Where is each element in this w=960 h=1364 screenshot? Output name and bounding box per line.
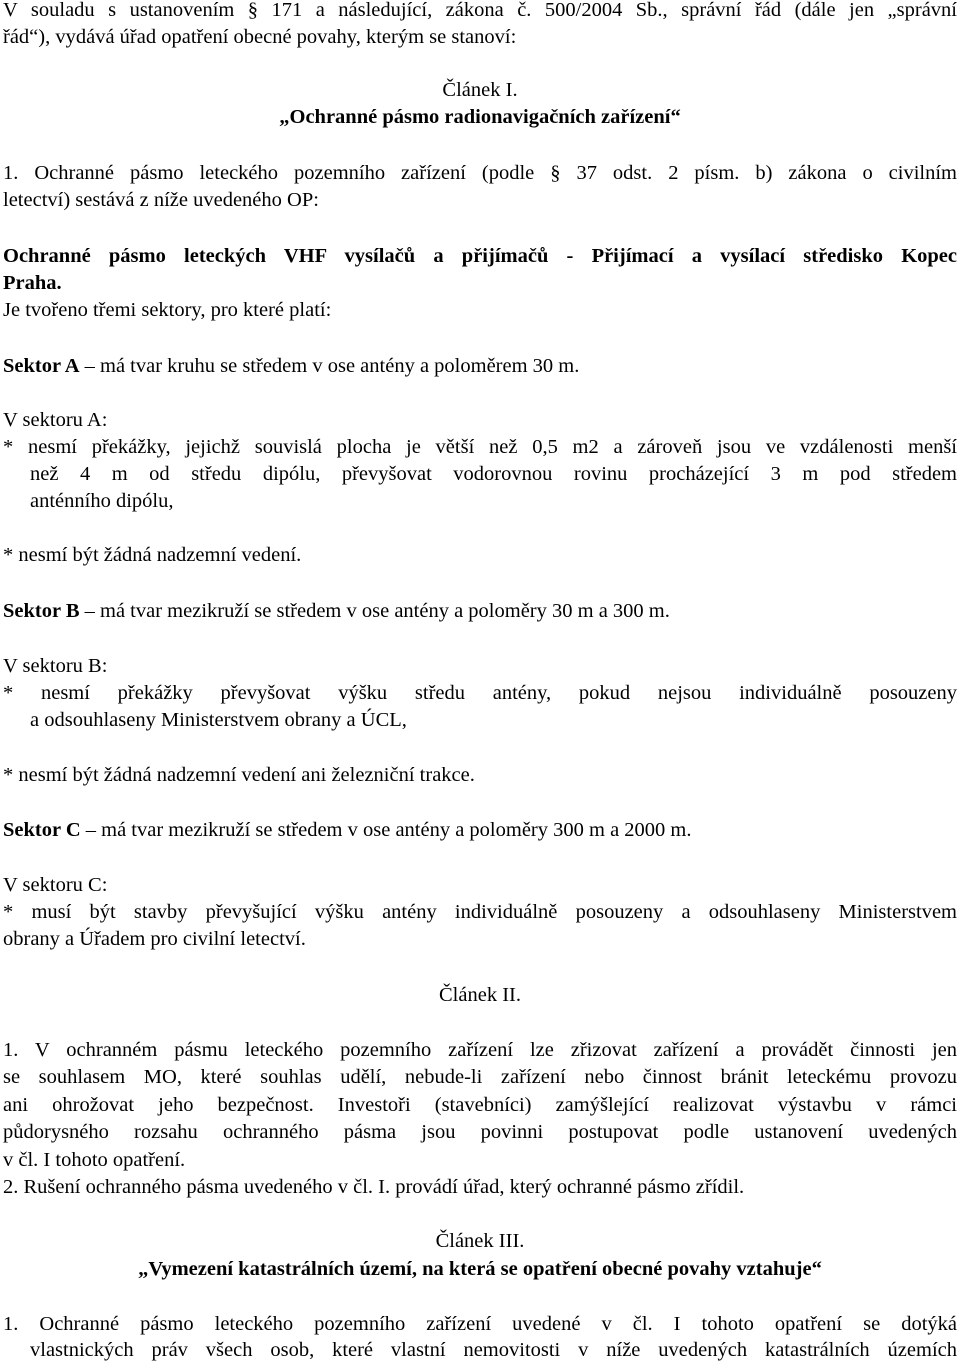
sector-a-heading: V sektoru A: bbox=[3, 409, 108, 431]
sector-c-text: má tvar mezikruží se středem v ose antény a poloměry 300 m a 2000 m. bbox=[96, 819, 692, 841]
article-2-paragraph-1-line-1: 1. V ochranném pásmu leteckého pozemního zařízení lze zřizovat zařízení a provádět činnosti jen bbox=[3, 1039, 957, 1061]
sector-b-rule-2: * nesmí být žádná nadzemní vedení ani železniční trakce. bbox=[3, 764, 475, 786]
sector-a-rule-1-line-3: anténního dipólu, bbox=[30, 490, 174, 512]
sector-b-text: má tvar mezikruží se středem v ose antény a poloměry 30 m a 300 m. bbox=[94, 600, 670, 622]
article-2-paragraph-1-line-4: půdorysného rozsahu ochranného pásma jsou povinni postupovat podle ustanovení uvedených bbox=[3, 1121, 957, 1143]
paragraph-1-line-2: letectví) sestává z níže uvedeného OP: bbox=[3, 189, 319, 211]
sector-a-definition bbox=[3, 353, 579, 380]
sector-a-rule-1-line-1: * nesmí překážky, jejichž souvislá plocha je větší než 0,5 m2 a zároveň jsou ve vzdálenosti menší bbox=[3, 436, 957, 458]
sector-c-dash: – bbox=[80, 819, 97, 841]
article-2-paragraph-1-line-2: se souhlasem MO, které souhlas udělí, nebude-li zařízení nebo činnost bránit leteckému provozu bbox=[3, 1066, 957, 1088]
sector-b-rule-1-line-1: * nesmí překážky převyšovat výšku středu antény, pokud nejsou individuálně posouzeny bbox=[3, 682, 957, 704]
protection-zone-title-line-2: Praha. bbox=[3, 272, 62, 294]
sector-c-label: Sektor C bbox=[3, 819, 81, 841]
sector-c-rule-1-line-1: * musí být stavby převyšující výšku antény individuálně posouzeny a odsouhlaseny Ministerstvem bbox=[3, 901, 957, 923]
article-2-heading: Článek II. bbox=[439, 984, 521, 1006]
sector-a-rule-1-line-2: než 4 m od středu dipólu, převyšovat vodorovnou rovinu procházející 3 m pod středem bbox=[30, 463, 957, 485]
sector-c-heading: V sektoru C: bbox=[3, 874, 108, 896]
article-3-heading: Článek III. bbox=[435, 1230, 525, 1252]
sector-c-definition bbox=[3, 817, 692, 844]
article-3-title: „Vymezení katastrálních území, na která se opatření obecné povahy vztahuje“ bbox=[138, 1258, 822, 1280]
sectors-intro: Je tvořeno třemi sektory, pro které platí: bbox=[3, 299, 332, 321]
sector-a-dash: – bbox=[79, 355, 95, 377]
intro-line-1: V souladu s ustanovením § 171 a následující, zákona č. 500/2004 Sb., správní řád (dále jen „správní bbox=[3, 0, 957, 21]
article-2-paragraph-2: 2. Rušení ochranného pásma uvedeného v čl. I. provádí úřad, který ochranné pásmo zřídil. bbox=[3, 1176, 745, 1198]
paragraph-1-line-1: 1. Ochranné pásmo leteckého pozemního zařízení (podle § 37 odst. 2 písm. b) zákona o civilním bbox=[3, 162, 957, 184]
sector-c-rule-1-line-2: obrany a Úřadem pro civilní letectví. bbox=[3, 928, 306, 950]
article-3-paragraph-1-line-2: vlastnických práv všech osob, které vlastní nemovitosti v níže uvedených katastrálních územích bbox=[30, 1339, 957, 1361]
article-3-paragraph-1-line-1: 1. Ochranné pásmo leteckého pozemního zařízení uvedené v čl. I tohoto opatření se dotýká bbox=[3, 1313, 957, 1335]
sector-b-heading: V sektoru B: bbox=[3, 655, 108, 677]
sector-b-dash: – bbox=[79, 600, 95, 622]
article-1-title: „Ochranné pásmo radionavigačních zařízení“ bbox=[279, 106, 681, 128]
sector-a-rule-2: * nesmí být žádná nadzemní vedení. bbox=[3, 544, 302, 566]
sector-b-rule-1-line-2: a odsouhlaseny Ministerstvem obrany a ÚCL, bbox=[30, 709, 407, 731]
article-2-paragraph-1-line-5: v čl. I tohoto opatření. bbox=[3, 1149, 186, 1171]
sector-b-definition bbox=[3, 598, 670, 625]
article-1-heading: Článek I. bbox=[442, 79, 518, 101]
sector-a-label: Sektor A bbox=[3, 355, 80, 377]
protection-zone-title-line-1: Ochranné pásmo leteckých VHF vysílačů a přijímačů - Přijímací a vysílací středisko Kopec bbox=[3, 245, 957, 267]
sector-a-text: má tvar kruhu se středem v ose antény a poloměrem 30 m. bbox=[94, 355, 580, 377]
sector-b-label: Sektor B bbox=[3, 600, 80, 622]
intro-line-2: řád“), vydává úřad opatření obecné povahy, kterým se stanoví: bbox=[3, 26, 517, 48]
article-2-paragraph-1-line-3: ani ohrožovat jeho bezpečnost. Investoři (stavebníci) zamýšlející realizovat výstavbu v rámci bbox=[3, 1094, 957, 1116]
